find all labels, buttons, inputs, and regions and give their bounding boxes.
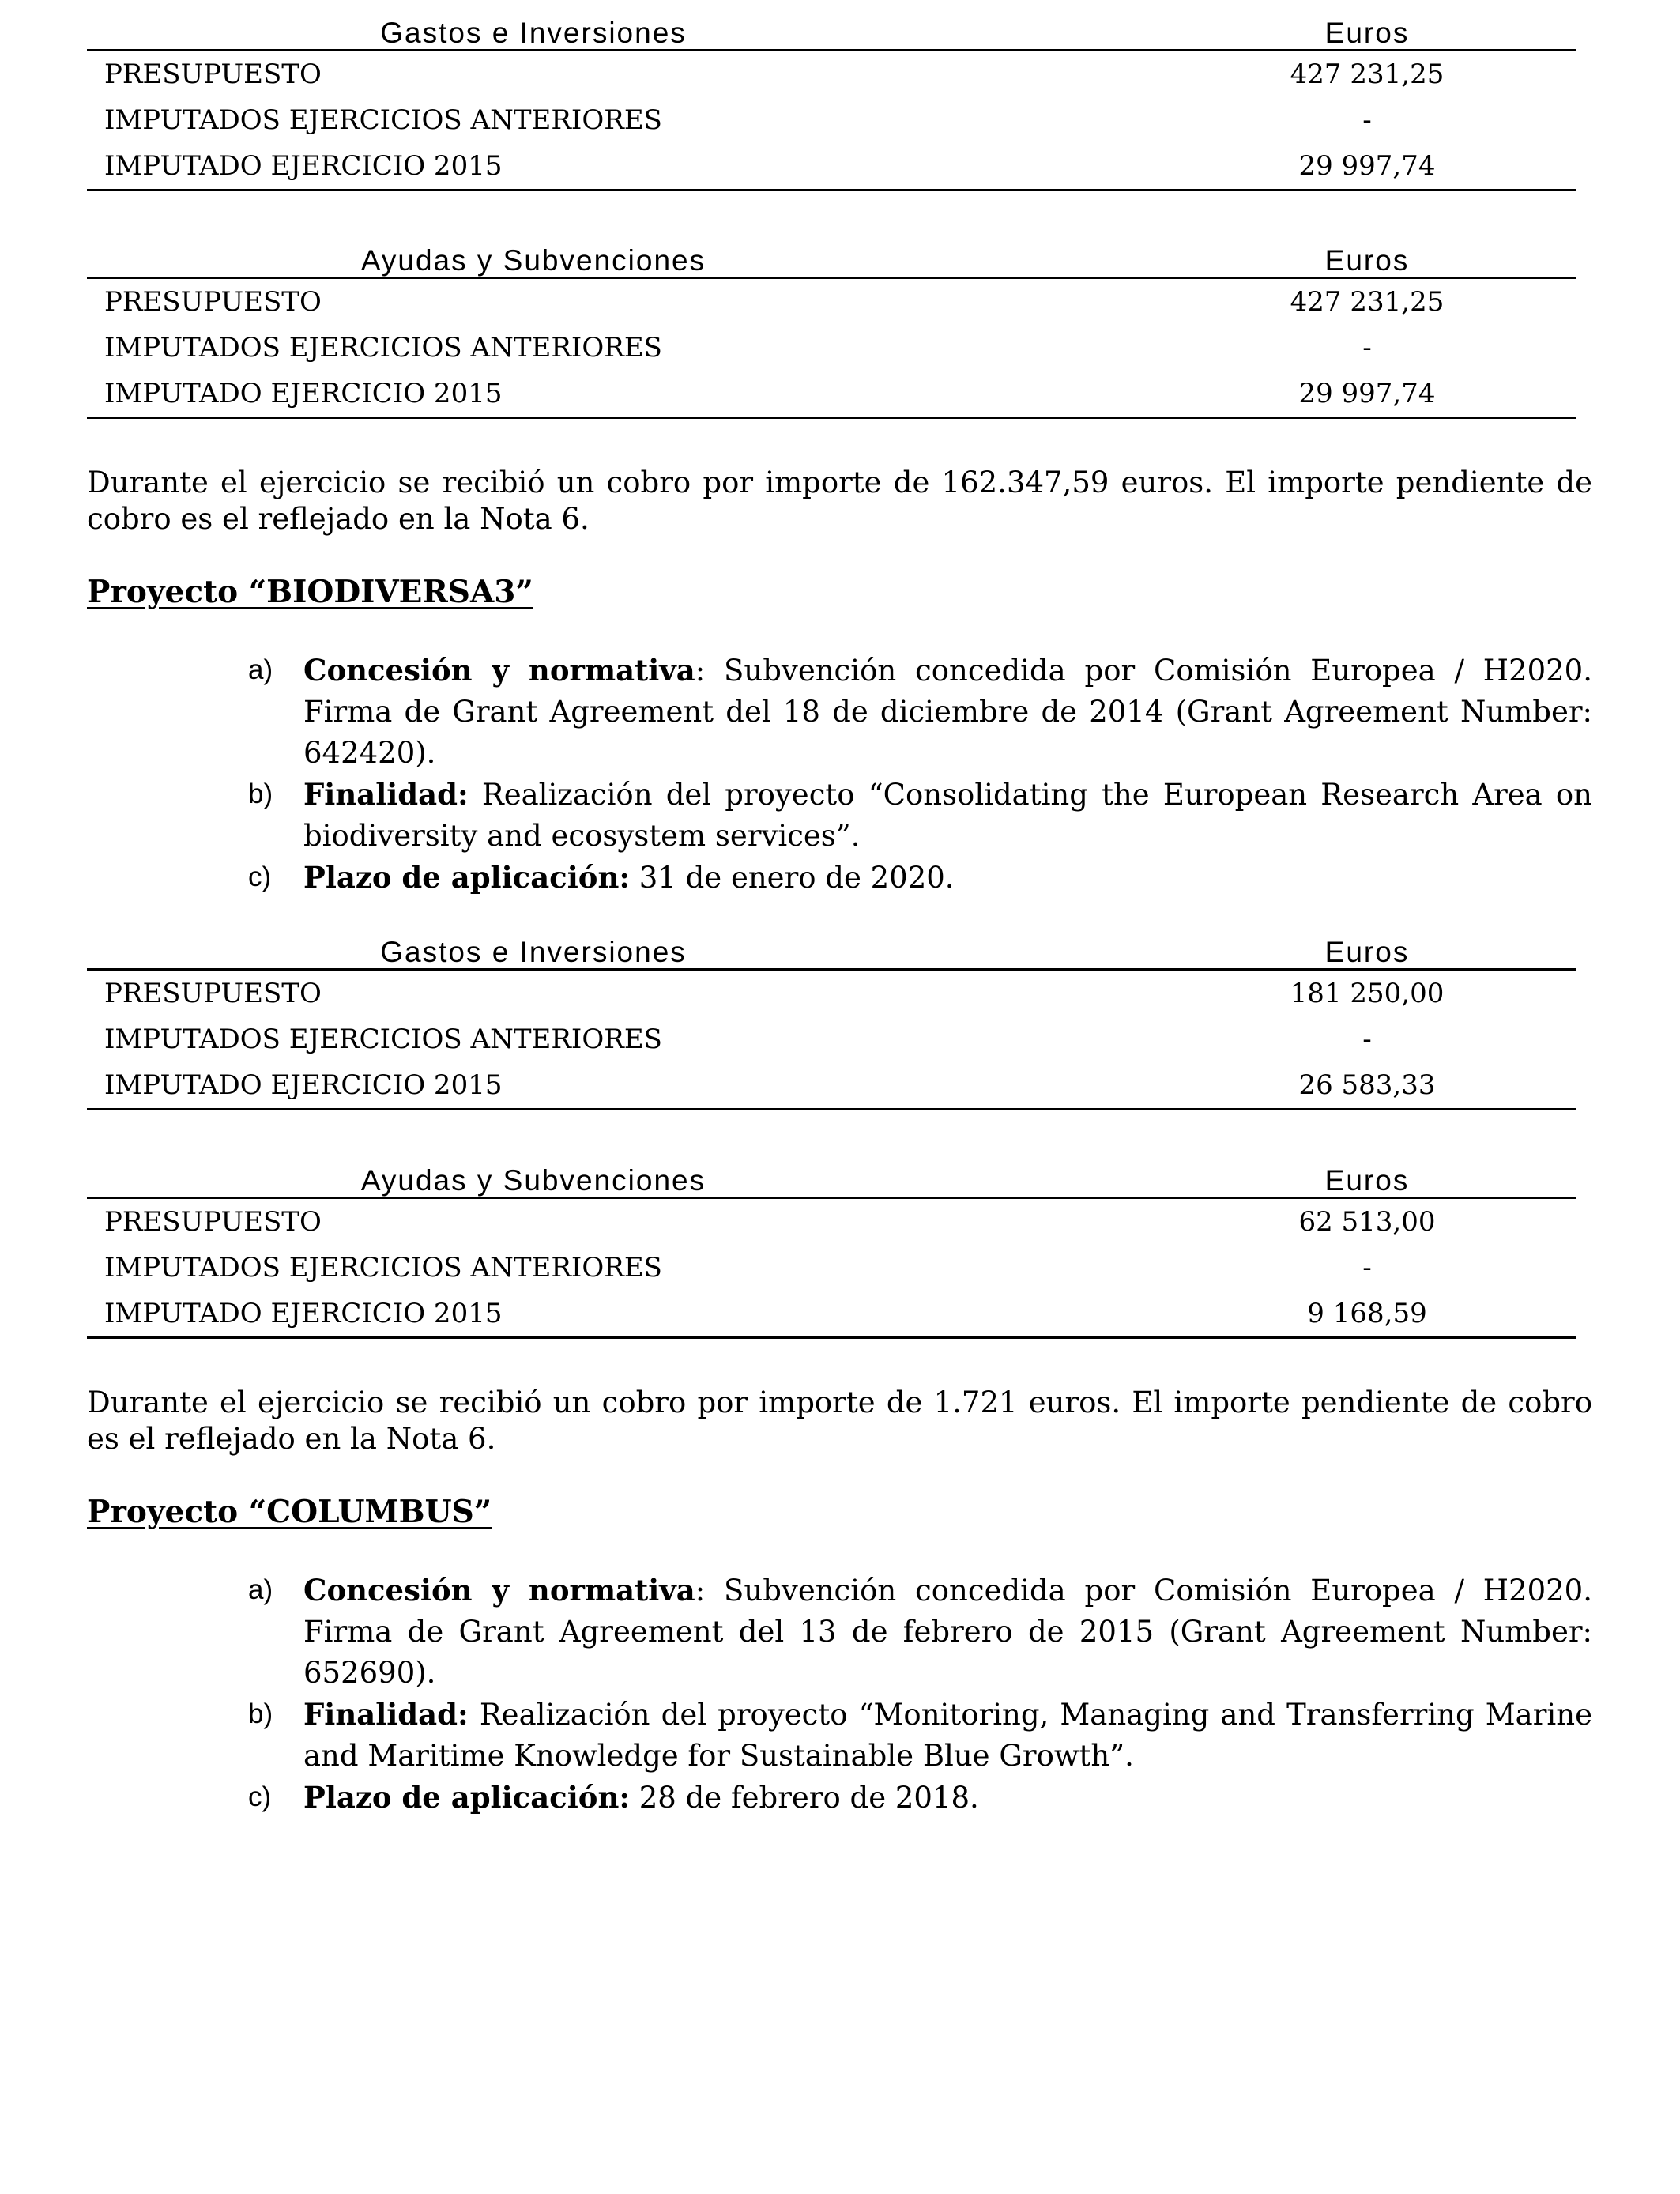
item-label: Plazo de aplicación: — [303, 1780, 630, 1815]
budget-table-grants-2 — [87, 1165, 1576, 1339]
table-header-label: Gastos e Inversiones — [380, 936, 687, 968]
item-text: Realización del proyecto “Monitoring, Managing and Transferring Marine and Maritime Knowledge for Sustainable Blue Growth”. — [303, 1698, 1592, 1773]
row-label: IMPUTADO EJERCICIO 2015 — [104, 150, 503, 182]
list-item — [248, 774, 1592, 857]
table-header-value: Euros — [1324, 936, 1410, 968]
row-value: - — [1362, 1023, 1372, 1055]
project-title-biodiversa3: Proyecto “BIODIVERSA3” — [87, 574, 533, 610]
list-marker: c) — [248, 1781, 272, 1812]
row-label: IMPUTADO EJERCICIO 2015 — [104, 378, 503, 409]
row-value: 26 583,33 — [1298, 1069, 1436, 1101]
list-marker: b) — [248, 778, 273, 809]
item-label: Finalidad: — [303, 1697, 469, 1732]
row-value: - — [1362, 104, 1372, 136]
table-header-value: Euros — [1324, 17, 1410, 49]
list-item — [248, 1570, 1592, 1694]
table-header-label: Ayudas y Subvenciones — [360, 244, 706, 277]
row-label: IMPUTADOS EJERCICIOS ANTERIORES — [104, 1252, 662, 1284]
item-text: : Subvención concedida por Comisión Europea / H2020. Firma de Grant Agreement del 13 de febrero de 2015 (Grant Agreement Number: 652690). — [303, 1574, 1592, 1690]
row-label: IMPUTADOS EJERCICIOS ANTERIORES — [104, 1023, 662, 1055]
list-marker: a) — [248, 654, 273, 685]
list-marker: a) — [248, 1574, 273, 1605]
list-item — [248, 857, 1592, 899]
item-label: Concesión y normativa — [303, 1573, 695, 1608]
table-row — [87, 51, 1576, 97]
table-row — [87, 325, 1576, 371]
row-label: IMPUTADO EJERCICIO 2015 — [104, 1298, 503, 1329]
row-value: - — [1362, 1252, 1372, 1284]
table-row — [87, 1199, 1576, 1245]
budget-table-expenses-1 — [87, 17, 1576, 191]
table-row — [87, 1291, 1576, 1336]
list-marker: b) — [248, 1698, 273, 1729]
table-bottom-rule — [87, 417, 1576, 419]
collection-note-1: Durante el ejercicio se recibió un cobro por importe de 162.347,59 euros. El importe pendiente de cobro es el reflejado en la Nota 6. — [87, 466, 1592, 536]
row-label: PRESUPUESTO — [104, 286, 322, 318]
table-row — [87, 143, 1576, 189]
table-bottom-rule — [87, 1108, 1576, 1110]
table-header — [87, 245, 1576, 279]
table-row — [87, 971, 1576, 1016]
table-bottom-rule — [87, 189, 1576, 191]
table-row — [87, 1062, 1576, 1108]
list-item — [248, 650, 1592, 774]
row-label: PRESUPUESTO — [104, 1206, 322, 1238]
row-value: 427 231,25 — [1290, 286, 1445, 318]
collection-note-2: Durante el ejercicio se recibió un cobro por importe de 1.721 euros. El importe pendiente de cobro es el reflejado en la Nota 6. — [87, 1385, 1592, 1456]
row-label: PRESUPUESTO — [104, 58, 322, 90]
table-header-label: Ayudas y Subvenciones — [360, 1164, 706, 1197]
row-label: IMPUTADOS EJERCICIOS ANTERIORES — [104, 104, 662, 136]
list-item — [248, 1694, 1592, 1777]
row-value: - — [1362, 332, 1372, 364]
row-label: IMPUTADOS EJERCICIOS ANTERIORES — [104, 332, 662, 364]
table-row — [87, 97, 1576, 143]
project-details-columbus — [248, 1570, 1592, 1819]
item-text: 31 de enero de 2020. — [630, 861, 955, 895]
row-label: IMPUTADO EJERCICIO 2015 — [104, 1069, 503, 1101]
item-text: : Subvención concedida por Comisión Europea / H2020. Firma de Grant Agreement del 18 de diciembre de 2014 (Grant Agreement Number: 642420). — [303, 654, 1592, 770]
table-row — [87, 279, 1576, 325]
table-row — [87, 1245, 1576, 1291]
row-value: 181 250,00 — [1290, 978, 1445, 1009]
table-header — [87, 937, 1576, 971]
table-header — [87, 17, 1576, 51]
item-label: Concesión y normativa — [303, 653, 695, 688]
list-item — [248, 1777, 1592, 1819]
budget-table-expenses-2 — [87, 937, 1576, 1110]
table-row — [87, 1016, 1576, 1062]
list-marker: c) — [248, 861, 272, 892]
row-value: 9 168,59 — [1307, 1298, 1427, 1329]
table-header-value: Euros — [1324, 244, 1410, 277]
row-value: 29 997,74 — [1298, 378, 1436, 409]
item-label: Plazo de aplicación: — [303, 860, 630, 895]
table-header-label: Gastos e Inversiones — [380, 17, 687, 49]
item-text: 28 de febrero de 2018. — [630, 1781, 979, 1815]
row-value: 29 997,74 — [1298, 150, 1436, 182]
row-value: 62 513,00 — [1298, 1206, 1436, 1238]
table-bottom-rule — [87, 1336, 1576, 1339]
table-header-value: Euros — [1324, 1164, 1410, 1197]
project-details-biodiversa3 — [248, 650, 1592, 899]
item-label: Finalidad: — [303, 777, 469, 812]
row-value: 427 231,25 — [1290, 58, 1445, 90]
row-label: PRESUPUESTO — [104, 978, 322, 1009]
item-text: Realización del proyecto “Consolidating the European Research Area on biodiversity and ecosystem services”. — [303, 778, 1592, 853]
project-title-columbus: Proyecto “COLUMBUS” — [87, 1494, 492, 1530]
table-header — [87, 1165, 1576, 1199]
budget-table-grants-1 — [87, 245, 1576, 419]
table-row — [87, 371, 1576, 417]
